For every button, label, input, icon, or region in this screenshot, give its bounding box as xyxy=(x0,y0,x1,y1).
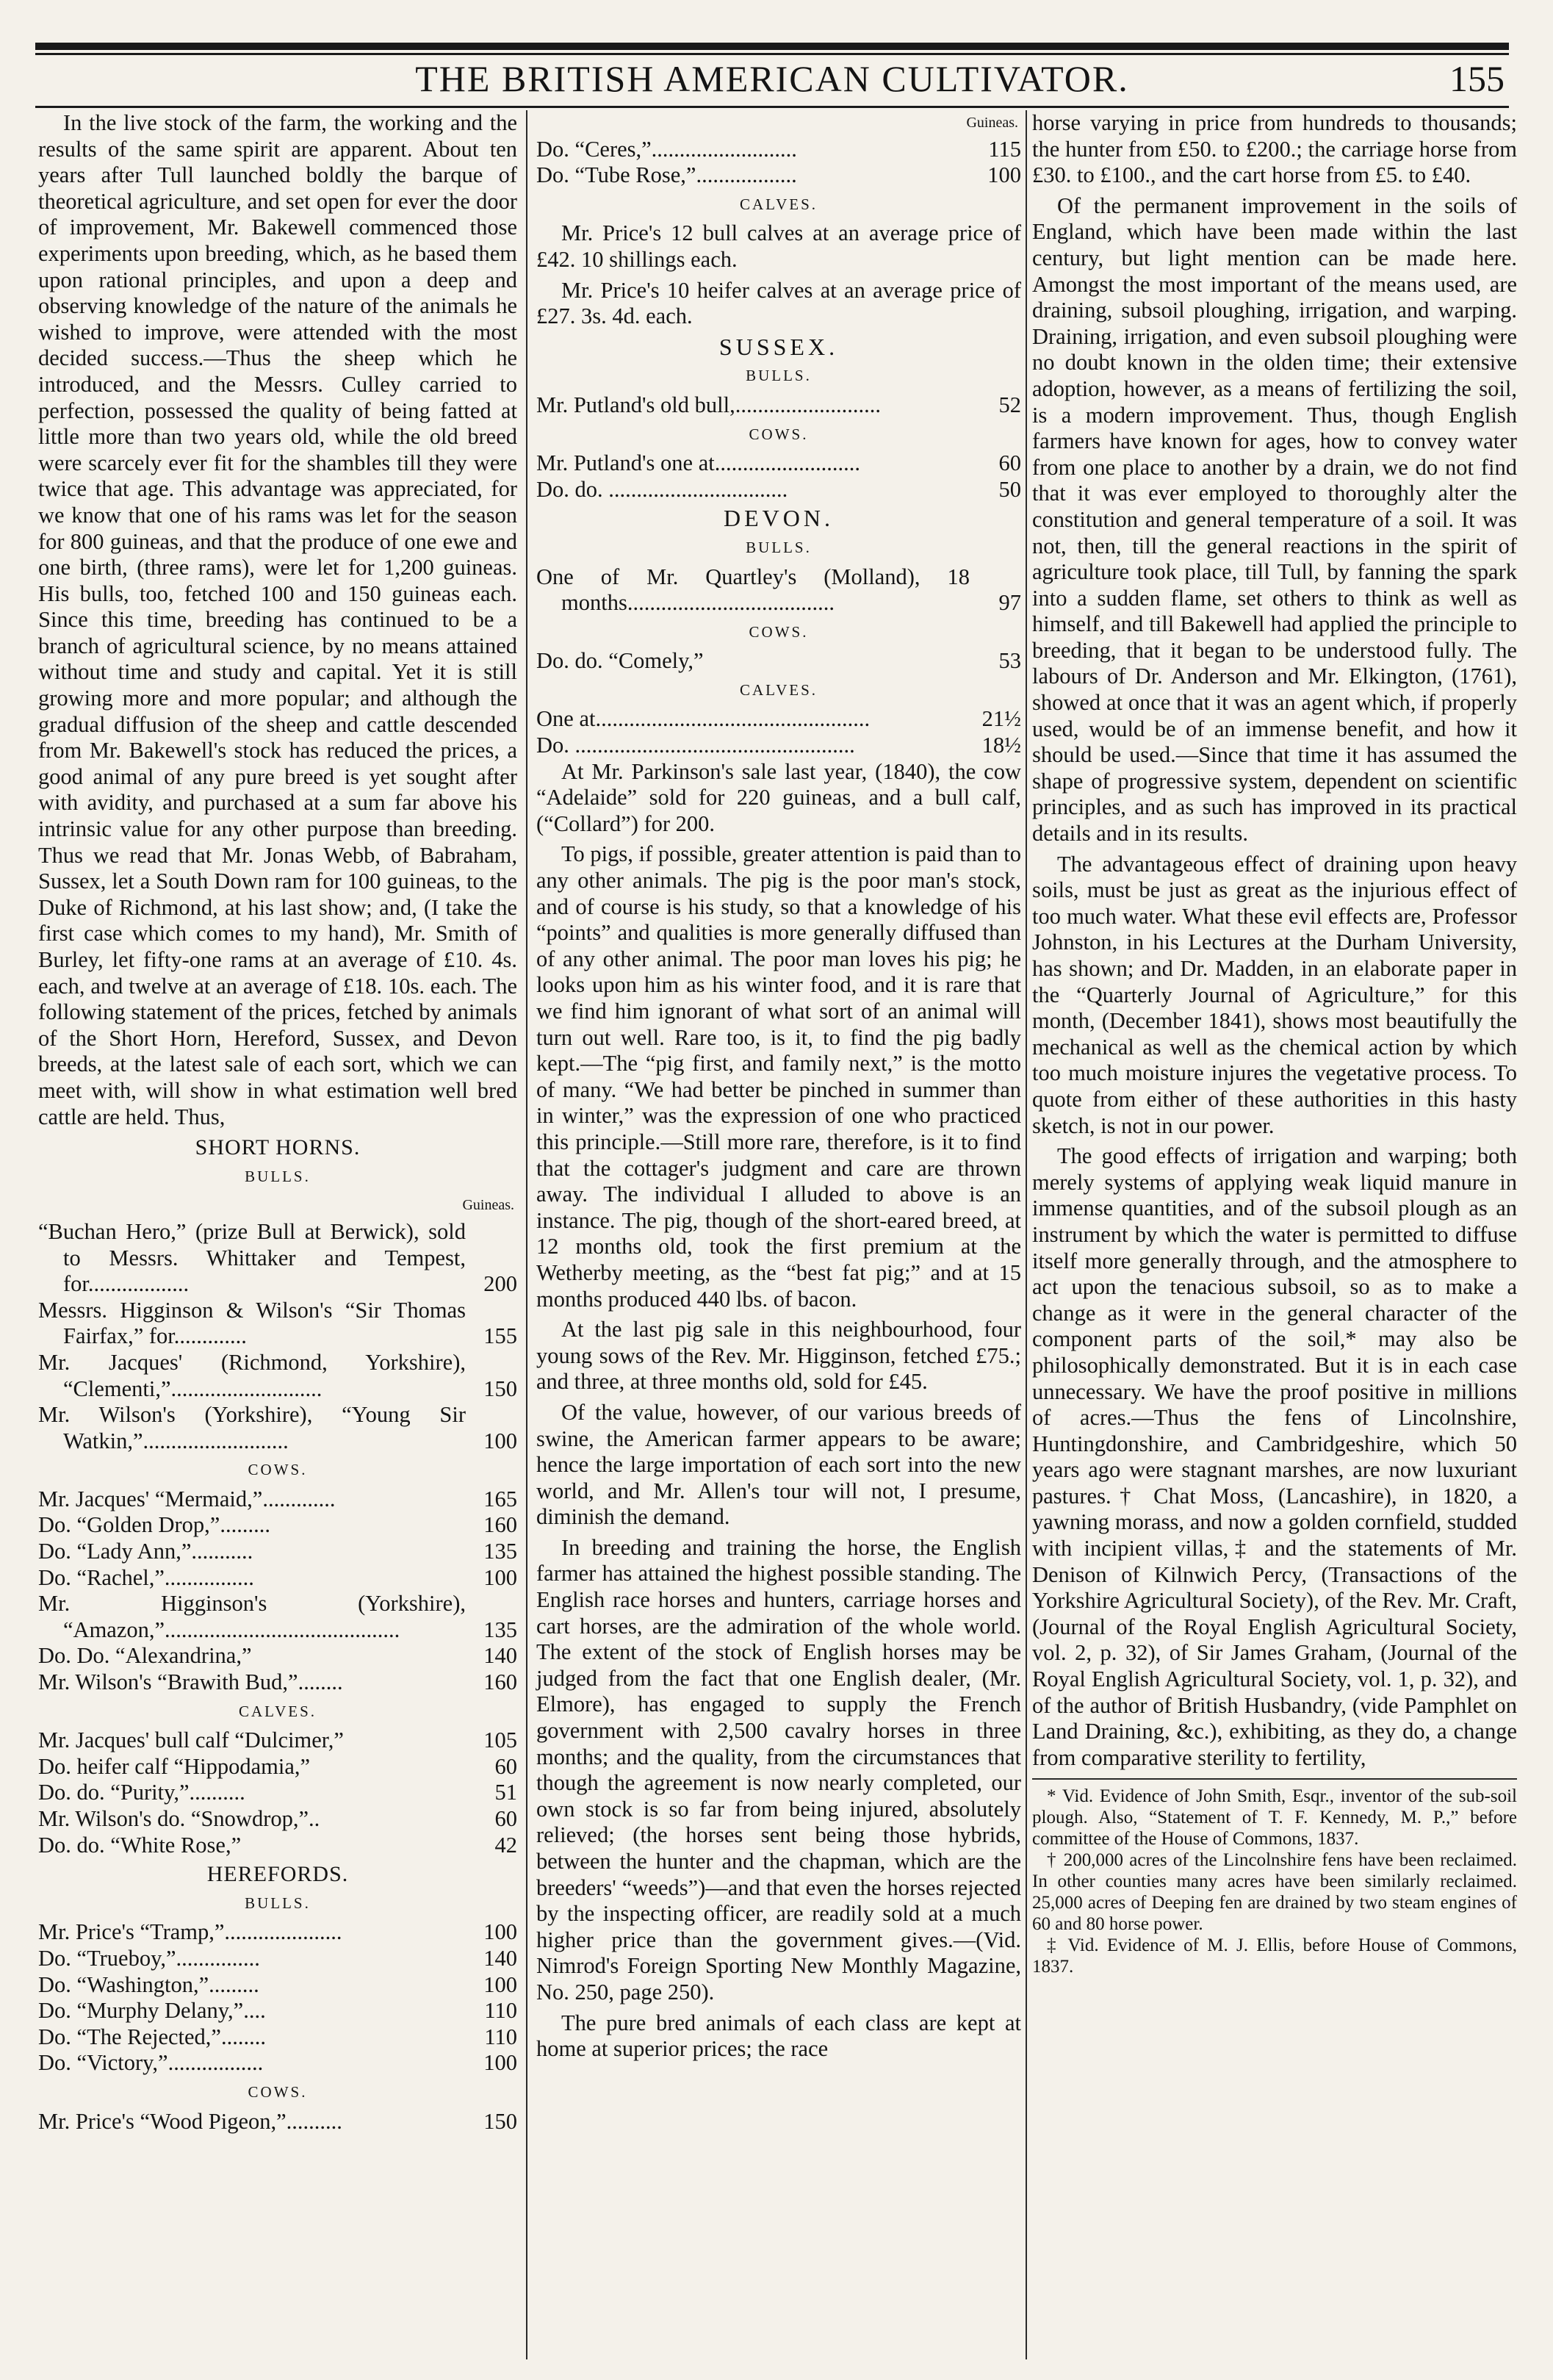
footnote: ‡ Vid. Evidence of M. J. Ellis, before House of Commons, 1837. xyxy=(1032,1935,1517,1977)
paragraph: At the last pig sale in this neighbourhood, four young sows of the Rev. Mr. Higginson, fetched £75.; and three, at three months old, sold for £45. xyxy=(536,1317,1021,1395)
entry-price: 110 xyxy=(484,1998,517,2024)
paragraph: To pigs, if possible, greater attention is paid than to any other animals. The pig is the poor man's stock, and of course is his study, so that a knowledge of his “points” and qualities is more generally diffused than of any other animal. The poor man loves his pig; he looks upon him as his winter food, and it is rare that we find him ignorant of what sort of an animal will turn out well. Rare too, is it, to find the pig badly kept.—The “pig first, and family next,” is the motto of many. “We had better be pinched in summer than in winter,” was the expression of one who practiced this principle.—Still more rare, therefore, is it to find that the cottager's judgment and care are thrown away. The individual I alluded to above is an instance. The pig, though of the short-eared breed, at 12 months old, took the first premium at the Wetherby meeting, as the “best fat pig;” and at 15 months produced 440 lbs. of bacon. xyxy=(536,841,1021,1312)
page-title: THE BRITISH AMERICAN CULTIVATOR. xyxy=(415,58,1129,99)
entry-price: 140 xyxy=(483,1945,517,1971)
price-entry xyxy=(38,1298,517,1350)
entry-label: Do. heifer calf “Hippodamia,” xyxy=(38,1753,311,1779)
price-entry xyxy=(536,648,1021,675)
entry-price: 105 xyxy=(483,1728,517,1753)
subsection-heading: COWS. xyxy=(749,425,809,443)
entry-label: Do. “Washington,”......... xyxy=(38,1971,259,1997)
entry-price: 140 xyxy=(483,1643,517,1669)
entry-label: Do. do. “White Rose,” xyxy=(38,1832,242,1858)
column-divider xyxy=(1026,110,1027,2359)
entry-price: 135 xyxy=(483,1539,517,1564)
subsection-heading: BULLS. xyxy=(245,1894,311,1912)
entry-price: 100 xyxy=(483,1428,517,1453)
entry-label: Do. “Rachel,”................ xyxy=(38,1564,254,1590)
entry-label: Do. “Victory,”................. xyxy=(38,2050,264,2076)
section-heading: DEVON. xyxy=(724,505,834,532)
entry-price: 50 xyxy=(998,476,1021,502)
price-entry xyxy=(38,2109,517,2135)
entry-price: 150 xyxy=(483,1376,517,1401)
price-entry xyxy=(38,1728,517,1754)
paragraph: Mr. Price's 10 heifer calves at an average price of £27. 3s. 4d. each. xyxy=(536,277,1021,329)
price-entry xyxy=(536,564,1021,616)
entry-label: “Buchan Hero,” (prize Bull at Berwick), sold to Messrs. Whittaker and Tempest, for.................. xyxy=(38,1218,466,1297)
entry-price: 100 xyxy=(483,1564,517,1590)
price-entry xyxy=(38,1539,517,1565)
price-entry xyxy=(38,1512,517,1539)
entry-label: Mr. Putland's old bull,.......................... xyxy=(536,392,881,417)
subsection-heading: COWS. xyxy=(248,1461,308,1479)
price-entry xyxy=(38,1669,517,1696)
paragraph: Mr. Price's 12 bull calves at an average price of £42. 10 shillings each. xyxy=(536,220,1021,272)
entry-label: Do. do. ................................ xyxy=(536,476,788,502)
subsection-heading: BULLS. xyxy=(245,1167,311,1185)
price-entry xyxy=(38,1972,517,1999)
paragraph: Of the value, however, of our various breeds of swine, the American farmer appears to be aware; hence the large importation of each sort into the new world, and Mr. Allen's tour will not, I presume, diminish the demand. xyxy=(536,1399,1021,1530)
entry-price: 200 xyxy=(483,1271,517,1297)
entry-price: 135 xyxy=(483,1617,517,1642)
entry-price: 155 xyxy=(483,1323,517,1349)
entry-label: Do. “Murphy Delany,”.... xyxy=(38,1998,266,2024)
entry-price: 160 xyxy=(483,1512,517,1538)
price-entry xyxy=(536,477,1021,503)
paragraph: Of the permanent improvement in the soils of England, which have been made within the last century, but light mention can be made here. Amongst the most important of the means used, are draining, subsoil ploughing, irrigation, and warping. Draining, irrigation, and even subsoil ploughing were no doubt known in the olden time; their extensive adoption, however, as a means of fertilizing the soil, is a modern improvement. Thus, though English farmers have known for ages, how to convey water from one place to another by a drain, we do not find that it was ever employed to thoroughly alter the constitution and general temperature of a soil. It was not, then, till the general reactions in the spirit of agriculture took place, till Tull, by fanning the spark into a sudden flame, set others to think as well as himself, and till Bakewell had applied the principle to breeding, that it began to be understood fully. The labours of Dr. Anderson and Mr. Elkington, (1761), showed at once that it was an agent which, if properly used, would be of an immense benefit, and how it should be used.—Since that time it has assumed the shape of progressive system, dependent on scientific principles, and as such has improved in its practical details and in its results. xyxy=(1032,193,1517,846)
price-entry xyxy=(38,1780,517,1806)
entry-label: Mr. Putland's one at.......................... xyxy=(536,450,860,476)
paragraph: The advantageous effect of draining upon heavy soils, must be just as great as the injurious effect of too much water. What these evil effects are, Professor Johnston, in his Lectures at the Durham University, has shown; and Dr. Madden, in an elaborate paper in the “Quarterly Journal of Agriculture,” for this month, (December 1841), shows most beautifully the mechanical as well as the chemical action by which too much moisture injures the vegetative process. To quote from either of these authorities in this hasty sketch, is not in our power. xyxy=(1032,851,1517,1138)
entry-label: Do. “Ceres,”.......................... xyxy=(536,136,797,162)
price-entry xyxy=(38,1486,517,1513)
subsection-heading: CALVES. xyxy=(239,1702,317,1720)
paragraph: The pure bred animals of each class are kept at home at superior prices; the race xyxy=(536,2010,1021,2062)
entry-price: 165 xyxy=(483,1486,517,1511)
price-entry xyxy=(38,1998,517,2024)
entry-price: 100 xyxy=(483,1919,517,1945)
entry-price: 60 xyxy=(494,1753,517,1779)
price-entry xyxy=(38,1591,517,1643)
entry-label: Mr. Higginson's (Yorkshire), “Amazon,”.......................................... xyxy=(38,1591,466,1642)
entry-label: One at................................................. xyxy=(536,706,871,732)
entry-label: Mr. Wilson's (Yorkshire), “Young Sir Watkin,”.......................... xyxy=(38,1402,466,1453)
entry-label: Mr. Jacques' (Richmond, Yorkshire), “Clementi,”........................... xyxy=(38,1349,466,1401)
price-entry xyxy=(38,1219,517,1298)
entry-label: Mr. Price's “Wood Pigeon,”.......... xyxy=(38,2108,342,2134)
price-entry xyxy=(38,1754,517,1780)
price-entry xyxy=(38,1833,517,1859)
price-entry xyxy=(536,450,1021,477)
price-entry xyxy=(38,2050,517,2077)
entry-label: Mr. Jacques' bull calf “Dulcimer,” xyxy=(38,1728,344,1753)
entry-price: 51 xyxy=(494,1780,517,1805)
entry-label: Do. .................................................. xyxy=(536,733,855,758)
entry-price: 42 xyxy=(494,1832,517,1858)
price-entry xyxy=(38,1565,517,1592)
entry-label: Mr. Wilson's do. “Snowdrop,”.. xyxy=(38,1806,320,1831)
price-entry xyxy=(38,2024,517,2051)
price-entry xyxy=(38,1402,517,1454)
price-entry xyxy=(38,1946,517,1972)
page-number: 155 xyxy=(1449,58,1505,99)
paragraph: In breeding and training the horse, the English farmer has attained the highest possible standing. The English race horses and hunters, carriage horses and cart horses, are the admiration of the whole world. The extent of the stock of English horses may be judged from the fact that one English dealer, (Mr. Elmore), has engaged to supply the French government with 2,500 cavalry horses in three months; and the quality, from the circumstances that though the agreement is now nearly completed, our own stock is so far from being injured, absolutely relieved; (the horses sent being those hybrids, between the hunter and the chapman, which are the breeders' “weeds”)—and that even the horses rejected by the inspecting officer, are readily sold at a much higher price than the government gives.—(Vid. Nimrod's Foreign Sporting New Monthly Magazine, No. 250, page 250). xyxy=(536,1534,1021,2005)
column-1 xyxy=(38,110,517,2135)
entry-price: 100 xyxy=(483,2050,517,2076)
entry-price: 100 xyxy=(483,1971,517,1997)
section-heading: HEREFORDS. xyxy=(206,1862,349,1887)
price-entry xyxy=(38,1806,517,1833)
paragraph: The good effects of irrigation and warping; both merely systems of applying weak liquid manure in immense quantities, and of the subsoil plough as an instrument by which the water is permitted to diffuse itself more generally through, and the atmosphere to act upon the tenacious subsoil, so as to make a change as it were in the general character of the component parts of the soil,* may also be philosophically demonstrated. But it is in each case unnecessary. We have the proof positive in millions of acres.—Thus the fens of Lincolnshire, Huntingdonshire, and Cambridgeshire, which 50 years ago were stagnant marshes, are now luxuriant pastures.† Chat Moss, (Lancashire), in 1820, a yawning morass, and now a golden cornfield, studded with incipient villas,‡ and the statements of Mr. Denison of Kilnwich Percy, (Transactions of the Yorkshire Agricultural Society), of the Rev. Mr. Craft, (Journal of the Royal English Agricultural Society, vol. 2, p. 32), of Sir James Graham, (Journal of the Royal English Agricultural Society, vol. 1, p. 32), and of the author of British Husbandry, (vide Pamphlet on Land Draining, &c.), exhibiting, as they do, a change from comparative sterility to fertility, xyxy=(1032,1143,1517,1770)
subsection-heading: COWS. xyxy=(248,2082,308,2101)
price-entry xyxy=(536,137,1021,163)
entry-label: Do. “Golden Drop,”......... xyxy=(38,1512,270,1538)
entry-price: 150 xyxy=(483,2108,517,2134)
section-heading: SHORT HORNS. xyxy=(195,1135,361,1160)
price-entry xyxy=(536,162,1021,189)
paragraph: In the live stock of the farm, the working and the results of the same spirit are apparent. About ten years after Tull launched boldly the barque of theoretical agriculture, and set open for ever the door of improvement, Mr. Bakewell commenced those experiments upon breeding, which, as he based them upon rational principles, and upon a deep and observing knowledge of the nature of the animals he wished to improve, were attended with the most decided success.—Thus the sheep which he introduced, and the Messrs. Culley carried to perfection, possessed the quality of being fatted at little more than two years old, while the old breed were scarcely ever fit for the shambles till they were twice that age. This advantage was appreciated, for we know that one of his rams was let for the season for 800 guineas, and that the produce of one ewe and one birth, (three rams), were let for 1,200 guineas. His bulls, too, fetched 100 and 150 guineas each. Since this time, breeding has continued to be a branch of agricultural science, by no means attained without time and study and capital. Yet it is still growing more and more popular; and although the gradual diffusion of the sheep and cattle descended from Mr. Bakewell's stock has reduced the prices, a good animal of any pure breed is yet sought after with avidity, and purchased at a sum far above his intrinsic value for any other purpose than breeding. Thus we read that Mr. Jonas Webb, of Babraham, Sussex, let a South Down ram for 100 guineas, to the Duke of Richmond, at his last show; and, (I take the first case which comes to my hand), Mr. Smith of Burley, let fifty-one rams at an average of £10. 4s. each, and twelve at an average of £18. 10s. each. The following statement of the prices, fetched by animals of the Short Horn, Hereford, Sussex, and Devon breeds, at the latest sale of each sort, which we can meet with, will show in what estimation well bred cattle are held. Thus, xyxy=(38,110,517,1129)
top-rule xyxy=(35,43,1509,50)
entry-label: Do. “The Rejected,”........ xyxy=(38,2024,266,2049)
price-entry xyxy=(536,392,1021,419)
footnote: † 200,000 acres of the Lincolnshire fens have been reclaimed. In other counties many acres have been similarly reclaimed. 25,000 acres of Deeping fen are drained by two steam engines of 60 and 80 horse power. xyxy=(1032,1850,1517,1935)
top-rule-thin xyxy=(35,53,1509,55)
entry-price: 18½ xyxy=(981,733,1021,758)
entry-label: Messrs. Higginson & Wilson's “Sir Thomas Fairfax,” for............. xyxy=(38,1297,466,1349)
entry-label: Mr. Wilson's “Brawith Bud,”........ xyxy=(38,1669,343,1695)
price-entry xyxy=(536,733,1021,759)
column-3 xyxy=(1032,110,1517,1977)
guineas-label: Guineas. xyxy=(966,115,1018,131)
subsection-heading: CALVES. xyxy=(740,195,818,213)
entry-label: Do. do. “Purity,”.......... xyxy=(38,1780,245,1805)
entry-label: Mr. Price's “Tramp,”..................... xyxy=(38,1919,342,1945)
entry-label: Do. do. “Comely,” xyxy=(536,648,704,674)
subsection-heading: COWS. xyxy=(749,622,809,641)
paragraph: At Mr. Parkinson's sale last year, (1840), the cow “Adelaide” sold for 220 guineas, and a bull calf, (“Collard”) for 200. xyxy=(536,758,1021,836)
subsection-heading: CALVES. xyxy=(740,680,818,699)
entry-label: Do. Do. “Alexandrina,” xyxy=(38,1643,252,1669)
entry-price: 53 xyxy=(998,648,1021,674)
paragraph: horse varying in price from hundreds to thousands; the hunter from £50. to £200.; the carriage horse from £30. to £100., and the cart horse from £5. to £40. xyxy=(1032,110,1517,188)
price-entry xyxy=(38,1350,517,1402)
entry-price: 97 xyxy=(998,590,1021,616)
guineas-label: Guineas. xyxy=(462,1197,514,1214)
entry-price: 115 xyxy=(988,136,1021,162)
entry-price: 60 xyxy=(494,1806,517,1831)
header-rule xyxy=(35,106,1509,108)
entry-price: 160 xyxy=(483,1669,517,1695)
entry-label: One of Mr. Quartley's (Molland), 18 months..................................... xyxy=(536,564,970,616)
entry-label: Do. “Lady Ann,”........... xyxy=(38,1539,253,1564)
entry-label: Mr. Jacques' “Mermaid,”............. xyxy=(38,1486,336,1511)
subsection-heading: BULLS. xyxy=(746,538,812,556)
subsection-heading: BULLS. xyxy=(746,367,812,385)
footnote-rule xyxy=(1032,1778,1517,1780)
section-heading: SUSSEX. xyxy=(718,333,839,360)
price-entry xyxy=(38,1643,517,1669)
entry-price: 21½ xyxy=(981,706,1021,732)
entry-price: 110 xyxy=(484,2024,517,2049)
entry-label: Do. “Tube Rose,”.................. xyxy=(536,162,797,188)
entry-price: 60 xyxy=(998,450,1021,476)
entry-price: 52 xyxy=(998,392,1021,417)
entry-price: 100 xyxy=(987,162,1021,188)
footnote: * Vid. Evidence of John Smith, Esqr., inventor of the sub-soil plough. Also, “Statement of T. F. Kennedy, M. P.,” before committee of the House of Commons, 1837. xyxy=(1032,1786,1517,1849)
entry-label: Do. “Trueboy,”............... xyxy=(38,1945,260,1971)
column-divider xyxy=(526,110,527,2359)
price-entry xyxy=(536,706,1021,733)
price-entry xyxy=(38,1919,517,1946)
page-header xyxy=(35,57,1509,104)
column-2 xyxy=(536,110,1021,2067)
